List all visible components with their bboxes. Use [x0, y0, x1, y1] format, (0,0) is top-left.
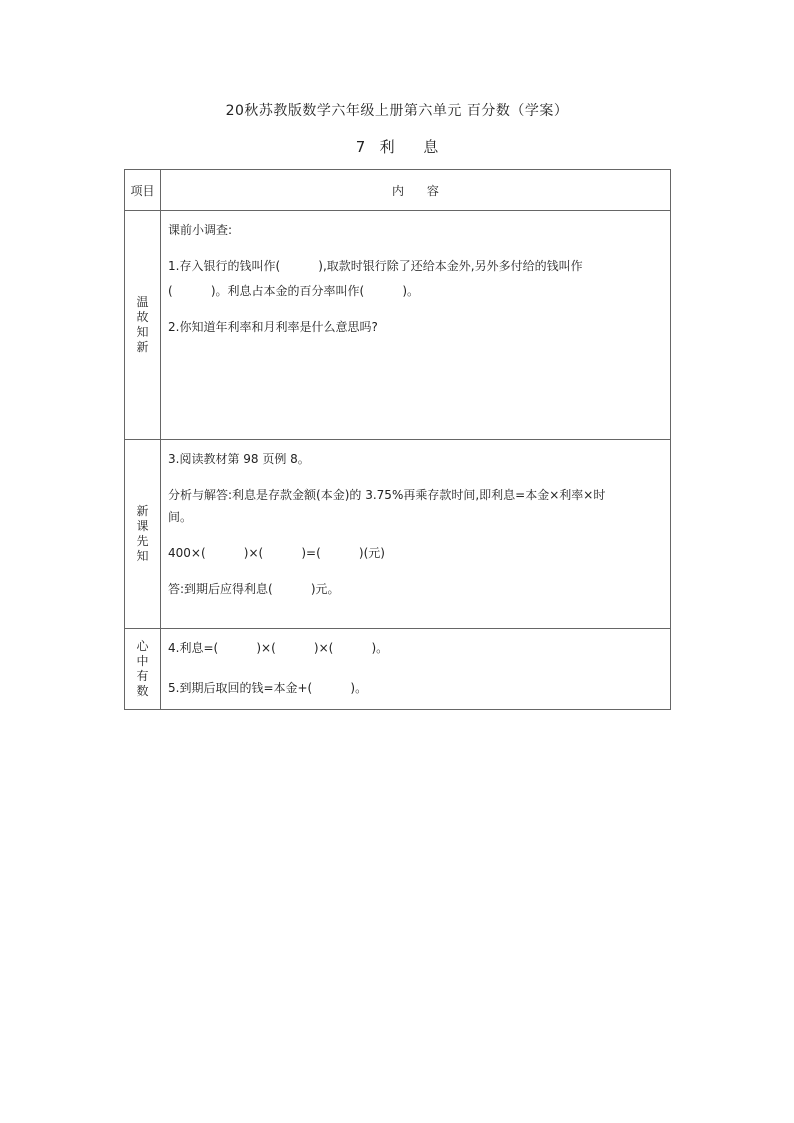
- section-review-row: [125, 211, 671, 440]
- question-5: 5.到期后取回的钱=本金+( )。: [168, 681, 368, 695]
- section-preview-content-cell: [161, 440, 671, 629]
- section-review-content-cell: [161, 211, 671, 440]
- section-summary-label-cell: [125, 629, 161, 710]
- question-1-line-2: ( )。利息占本金的百分率叫作( )。: [168, 284, 420, 298]
- worksheet-table: [124, 169, 671, 710]
- answer-line: 答:到期后应得利息( )元。: [168, 582, 340, 596]
- question-2: 2.你知道年利率和月利率是什么意思吗?: [168, 320, 378, 334]
- question-1-line-1: 1.存入银行的钱叫作( ),取款时银行除了还给本金外,另外多付给的钱叫作: [168, 259, 583, 273]
- analysis-line-1: 分析与解答:利息是存款金额(本金)的 3.75%再乘存款时间,即利息=本金×利率×时: [168, 488, 606, 502]
- header-content-cell: [161, 170, 671, 211]
- question-3: 3.阅读教材第 98 页例 8。: [168, 452, 310, 466]
- section-review-label: 温故知新: [136, 295, 149, 354]
- calculation-line: 400×( )×( )=( )(元): [168, 546, 385, 560]
- question-4: 4.利息=( )×( )×( )。: [168, 641, 389, 655]
- analysis-line-2: 间。: [168, 510, 193, 524]
- section-preview-label-cell: [125, 440, 161, 629]
- header-content-label: 内 容: [392, 183, 439, 198]
- section-preview-row: [125, 440, 671, 629]
- section-review-label-cell: [125, 211, 161, 440]
- section-summary-row: [125, 629, 671, 710]
- document-title: 20秋苏教版数学六年级上册第六单元 百分数（学案）: [225, 103, 569, 119]
- lesson-title: 7 利 息: [355, 138, 439, 156]
- section-preview-label: 新课先知: [136, 504, 149, 563]
- header-item-label: 项目: [130, 183, 155, 198]
- survey-heading: 课前小调查:: [168, 223, 233, 237]
- header-item-cell: [125, 170, 161, 211]
- section-summary-label: 心中有数: [136, 639, 149, 698]
- table-header-row: [125, 170, 671, 211]
- section-summary-content-cell: [161, 629, 671, 710]
